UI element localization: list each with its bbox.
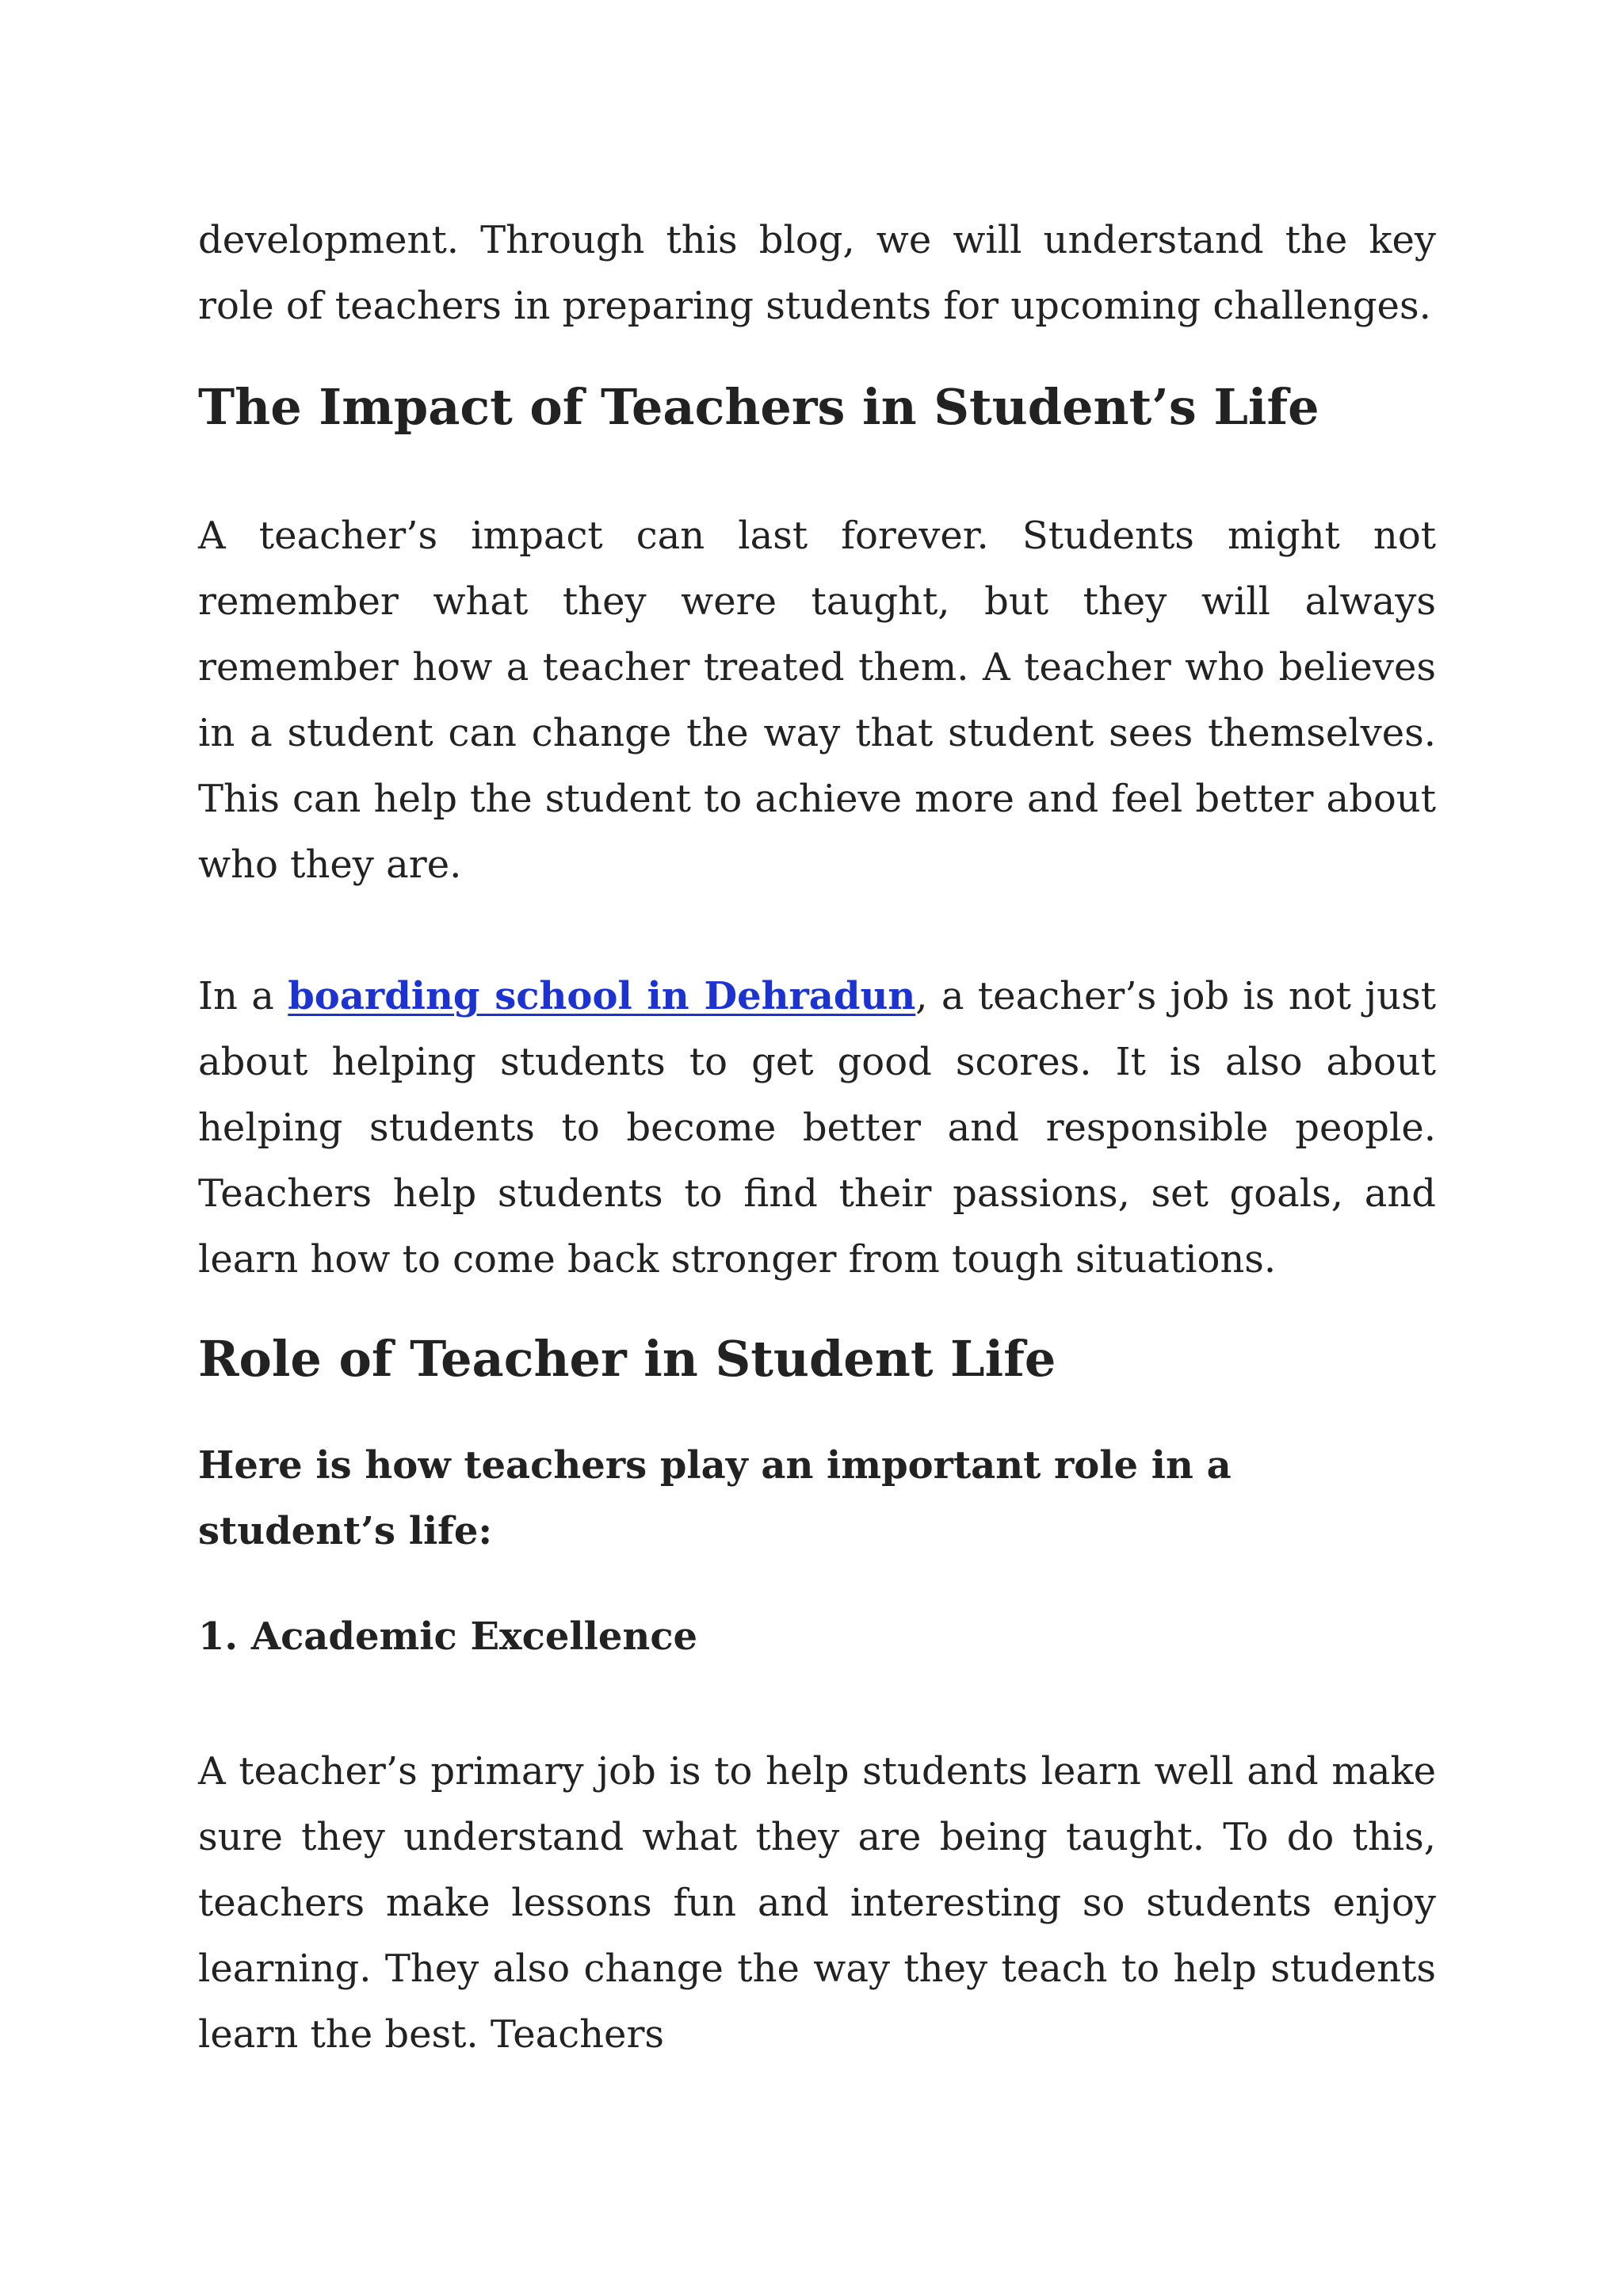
paragraph-suffix: , a teacher’s job is not just about helping students to get good scores. It is also about helping students to become better and responsible people. Teachers help students to find their passions, set goals, and learn how to come back stronger from tough situations. <box>198 974 1437 1282</box>
section-heading-role: Role of Teacher in Student Life <box>198 1330 1056 1388</box>
section-heading-impact: The Impact of Teachers in Student’s Life <box>198 378 1319 436</box>
role-intro-bold: Here is how teachers play an important role in a student’s life: <box>198 1443 1232 1553</box>
subheading-academic-excellence: 1. Academic Excellence <box>198 1614 698 1659</box>
intro-paragraph: development. Through this blog, we will understand the key role of teachers in preparing students for upcoming challenges. <box>198 218 1436 328</box>
paragraph-prefix: In a <box>198 974 288 1018</box>
academic-excellence-paragraph: A teacher’s primary job is to help students learn well and make sure they understand what they are being taught. To do this, teachers make lessons fun and interesting so students enjoy learning. They also change the way they teach to help students learn the best. Teachers <box>198 1749 1436 2057</box>
boarding-school-link[interactable]: boarding school in Dehradun <box>288 974 916 1018</box>
impact-paragraph: A teacher’s impact can last forever. Students might not remember what they were taught, but they will always remember how a teacher treated them. A teacher who believes in a student can change the way that student sees themselves. This can help the student to achieve more and feel better about who they are. <box>198 514 1436 887</box>
boarding-school-paragraph <box>198 964 1436 1293</box>
document-content <box>198 208 1436 2068</box>
